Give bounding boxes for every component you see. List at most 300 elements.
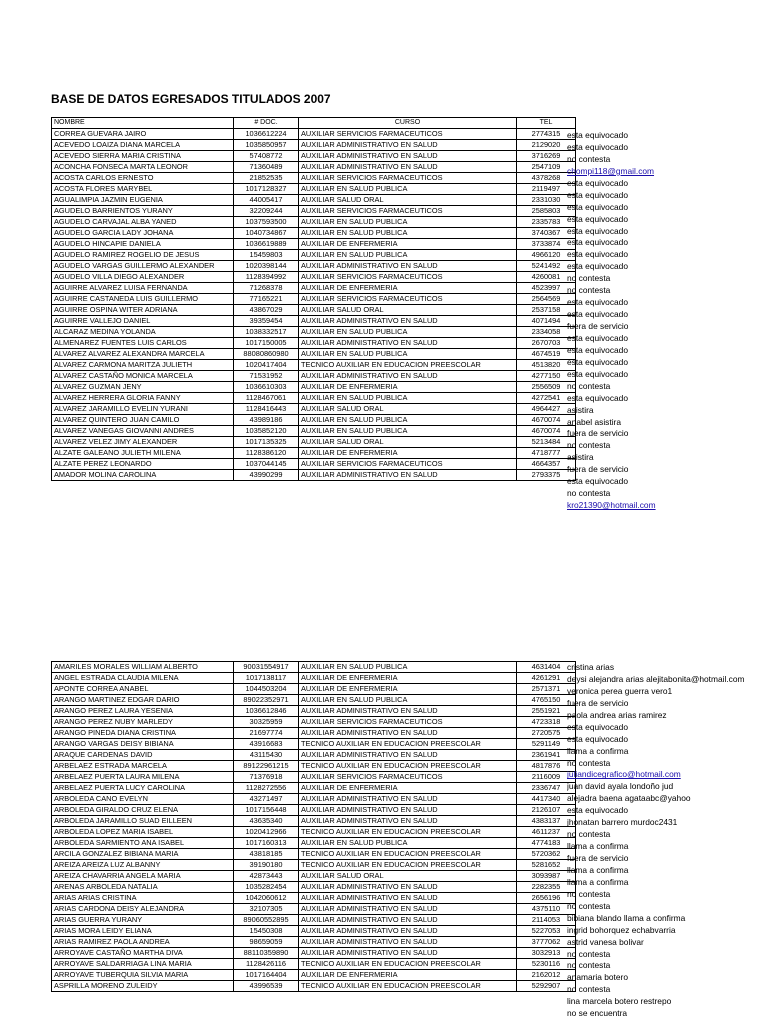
cell-doc: 32209244 [234, 206, 299, 217]
note-line: cristina arias [567, 662, 615, 672]
cell-curso: AUXILIAR SERVICIOS FARMACEUTICOS [299, 459, 517, 470]
cell-nombre: ARANGO PEREZ NUBY MARLEDY [52, 717, 234, 728]
cell-curso: AUXILIAR EN SALUD PUBLICA [299, 349, 517, 360]
note-line: fuera de servicio [567, 853, 629, 863]
cell-curso: AUXILIAR SERVICIOS FARMACEUTICOS [299, 206, 517, 217]
header-nombre: NOMBRE [52, 118, 234, 129]
note-line: lina marcela botero restrepo [567, 996, 672, 1007]
header-doc: # DOC. [234, 118, 299, 129]
cell-tel: 5230116 [517, 959, 576, 970]
cell-nombre: ACOSTA CARLOS ERNESTO [52, 173, 234, 184]
cell-doc: 1035850957 [234, 140, 299, 151]
cell-doc: 30325959 [234, 717, 299, 728]
cell-doc: 1017128327 [234, 184, 299, 195]
cell-nombre: ARBOLEDA GIRALDO CRUZ ELENA [52, 805, 234, 816]
cell-tel: 3093987 [517, 871, 576, 882]
note-line: fuera de servicio [567, 321, 629, 331]
cell-tel: 2547109 [517, 162, 576, 173]
cell-tel: 3740367 [517, 228, 576, 239]
note-line: esta equivocado [567, 733, 628, 744]
cell-curso: AUXILIAR DE ENFERMERIA [299, 970, 517, 981]
cell-tel: 4378268 [517, 173, 576, 184]
table-row [52, 816, 576, 827]
cell-tel: 2537158 [517, 305, 576, 316]
cell-tel: 2585803 [517, 206, 576, 217]
table-row [52, 217, 576, 228]
cell-nombre: AGUIRRE CASTANEDA LUIS GUILLERMO [52, 294, 234, 305]
note-line: asistira [567, 452, 594, 463]
cell-tel: 5281652 [517, 860, 576, 871]
cell-tel: 4718777 [517, 448, 576, 459]
cell-doc: 88080860980 [234, 349, 299, 360]
cell-nombre: AGUDELO GARCIA LADY JOHANA [52, 228, 234, 239]
cell-curso: AUXILIAR SERVICIOS FARMACEUTICOS [299, 173, 517, 184]
cell-doc: 1128394992 [234, 272, 299, 283]
cell-nombre: AGUIRRE VALLEJO DANIEL [52, 316, 234, 327]
table-row [52, 860, 576, 871]
cell-doc: 1017156448 [234, 805, 299, 816]
cell-doc: 1017135325 [234, 437, 299, 448]
cell-nombre: ARBELAEZ PUERTA LUCY CAROLINA [52, 783, 234, 794]
cell-doc: 1020398144 [234, 261, 299, 272]
cell-nombre: AGUDELO VILLA DIEGO ALEXANDER [52, 272, 234, 283]
cell-doc: 21852535 [234, 173, 299, 184]
cell-curso: AUXILIAR DE ENFERMERIA [299, 239, 517, 250]
table-row [52, 783, 576, 794]
cell-tel: 4383137 [517, 816, 576, 827]
cell-nombre: AGUDELO RAMIREZ ROGELIO DE JESUS [52, 250, 234, 261]
cell-nombre: AGUDELO VARGAS GUILLERMO ALEXANDER [52, 261, 234, 272]
cell-doc: 43989186 [234, 415, 299, 426]
cell-tel: 5241492 [517, 261, 576, 272]
note-line: no se encuentra [567, 1008, 628, 1019]
cell-tel: 3777062 [517, 937, 576, 948]
note-line: llama a confirma [567, 841, 629, 852]
note-line: no contesta [567, 273, 611, 284]
cell-nombre: ALZATE PEREZ LEONARDO [52, 459, 234, 470]
cell-tel: 4723318 [517, 717, 576, 728]
cell-tel: 5291149 [517, 739, 576, 750]
table-row [52, 151, 576, 162]
note-line: deysi alejandra arias alejitabonita@hotmail.com [567, 673, 745, 684]
note-line: no contesta [567, 900, 611, 911]
cell-nombre: ACEVEDO SIERRA MARIA CRISTINA [52, 151, 234, 162]
cell-doc: 1036612224 [234, 129, 299, 140]
table-row [52, 805, 576, 816]
cell-doc: 1035282454 [234, 882, 299, 893]
cell-tel: 4670074 [517, 415, 576, 426]
note-line: esta equivocado [567, 201, 628, 212]
cell-doc: 1042060612 [234, 893, 299, 904]
cell-tel: 4375110 [517, 904, 576, 915]
cell-doc: 88110359890 [234, 948, 299, 959]
cell-curso: AUXILIAR ADMINISTRATIVO EN SALUD [299, 893, 517, 904]
cell-curso: AUXILIAR ADMINISTRATIVO EN SALUD [299, 140, 517, 151]
cell-doc: 1128272556 [234, 783, 299, 794]
cell-curso: AUXILIAR ADMINISTRATIVO EN SALUD [299, 750, 517, 761]
cell-curso: AUXILIAR SALUD ORAL [299, 437, 517, 448]
email-link[interactable]: juliandicegrafico@hotmail.com [567, 769, 681, 780]
cell-doc: 71531952 [234, 371, 299, 382]
cell-nombre: ALVAREZ HERRERA GLORIA FANNY [52, 393, 234, 404]
cell-curso: AUXILIAR ADMINISTRATIVO EN SALUD [299, 948, 517, 959]
table-row [52, 673, 576, 684]
cell-curso: AUXILIAR DE ENFERMERIA [299, 283, 517, 294]
cell-doc: 89022352971 [234, 695, 299, 706]
note-line: juan david ayala londoño jud [567, 781, 674, 792]
cell-nombre: ARIAS ARIAS CRISTINA [52, 893, 234, 904]
cell-tel: 2656196 [517, 893, 576, 904]
note-line: alejadra baena agataabc@yahoo [567, 793, 691, 804]
note-line: paola andrea arias ramirez [567, 709, 667, 720]
cell-nombre: AMADOR MOLINA CAROLINA [52, 470, 234, 481]
note-line: anabel asistira [567, 416, 622, 427]
cell-curso: AUXILIAR DE ENFERMERIA [299, 684, 517, 695]
note-line: llama a confirma [567, 876, 629, 887]
cell-tel: 2129020 [517, 140, 576, 151]
cell-nombre: ALVAREZ ALVAREZ ALEXANDRA MARCELA [52, 349, 234, 360]
table-row [52, 305, 576, 316]
cell-tel: 2720575 [517, 728, 576, 739]
cell-doc: 1044503204 [234, 684, 299, 695]
cell-tel: 2116009 [517, 772, 576, 783]
cell-doc: 44005417 [234, 195, 299, 206]
cell-nombre: ACEVEDO LOAIZA DIANA MARCELA [52, 140, 234, 151]
cell-tel: 4817876 [517, 761, 576, 772]
cell-doc: 32107305 [234, 904, 299, 915]
cell-tel: 3733874 [517, 239, 576, 250]
note-line: esta equivocado [567, 261, 628, 272]
cell-curso: AUXILIAR EN SALUD PUBLICA [299, 393, 517, 404]
cell-tel: 4272541 [517, 393, 576, 404]
cell-curso: AUXILIAR DE ENFERMERIA [299, 448, 517, 459]
table-row [52, 893, 576, 904]
note-line: esta equivocado [567, 237, 628, 248]
note-line: no contesta [567, 153, 611, 164]
table-row [52, 184, 576, 195]
cell-tel: 2335783 [517, 217, 576, 228]
table-row [52, 272, 576, 283]
cell-nombre: ALVAREZ CASTAÑO MONICA MARCELA [52, 371, 234, 382]
note-line: anamaria botero [567, 972, 628, 983]
cell-curso: TECNICO AUXILIAR EN EDUCACION PREESCOLAR [299, 761, 517, 772]
table-row [52, 404, 576, 415]
table-row [52, 750, 576, 761]
table-header-row [52, 118, 576, 129]
table-row [52, 827, 576, 838]
table-row [52, 838, 576, 849]
table-row [52, 206, 576, 217]
cell-curso: AUXILIAR ADMINISTRATIVO EN SALUD [299, 805, 517, 816]
cell-nombre: ARAQUE CARDENAS DAVID [52, 750, 234, 761]
table-row [52, 926, 576, 937]
cell-doc: 15459803 [234, 250, 299, 261]
table-row [52, 360, 576, 371]
cell-tel: 5720362 [517, 849, 576, 860]
cell-tel: 2114053 [517, 915, 576, 926]
cell-curso: AUXILIAR SERVICIOS FARMACEUTICOS [299, 717, 517, 728]
cell-nombre: ALVAREZ QUINTERO JUAN CAMILO [52, 415, 234, 426]
cell-doc: 1035852120 [234, 426, 299, 437]
cell-doc: 1036610303 [234, 382, 299, 393]
cell-doc: 1017138117 [234, 673, 299, 684]
note-line: no contesta [567, 948, 611, 959]
cell-curso: AUXILIAR ADMINISTRATIVO EN SALUD [299, 162, 517, 173]
cell-doc: 71268378 [234, 283, 299, 294]
note-line: esta equivocado [567, 476, 628, 487]
cell-nombre: ALVAREZ VANEGAS GIOVANNI ANDRES [52, 426, 234, 437]
table-row [52, 470, 576, 481]
cell-tel: 5213484 [517, 437, 576, 448]
table-row [52, 937, 576, 948]
cell-nombre: AGUIRRE OSPINA WITER ADRIANA [52, 305, 234, 316]
note-line: no contesta [567, 757, 611, 768]
cell-curso: AUXILIAR EN SALUD PUBLICA [299, 662, 517, 673]
cell-nombre: ANGEL ESTRADA CLAUDIA MILENA [52, 673, 234, 684]
cell-doc: 43996539 [234, 981, 299, 992]
cell-curso: TECNICO AUXILIAR EN EDUCACION PREESCOLAR [299, 827, 517, 838]
cell-nombre: ACONCHA FONSECA MARTA LEONOR [52, 162, 234, 173]
cell-curso: AUXILIAR EN SALUD PUBLICA [299, 426, 517, 437]
cell-nombre: ALVAREZ GUZMAN JENY [52, 382, 234, 393]
cell-tel: 4674519 [517, 349, 576, 360]
cell-nombre: ARBELAEZ PUERTA LAURA MILENA [52, 772, 234, 783]
note-line: esta equivocado [567, 392, 628, 403]
cell-doc: 98659059 [234, 937, 299, 948]
note-line: no contesta [567, 285, 611, 296]
cell-curso: AUXILIAR SALUD ORAL [299, 404, 517, 415]
cell-doc: 15450308 [234, 926, 299, 937]
table-row [52, 794, 576, 805]
table-row [52, 739, 576, 750]
note-line: esta equivocado [567, 309, 628, 320]
note-line: esta equivocado [567, 356, 628, 367]
cell-doc: 43990299 [234, 470, 299, 481]
cell-tel: 4417340 [517, 794, 576, 805]
cell-curso: AUXILIAR ADMINISTRATIVO EN SALUD [299, 151, 517, 162]
cell-tel: 3716269 [517, 151, 576, 162]
note-line: no contesta [567, 960, 611, 971]
table-row [52, 728, 576, 739]
cell-tel: 4611237 [517, 827, 576, 838]
table-row [52, 382, 576, 393]
note-line: asistira [567, 404, 594, 415]
table-row [52, 316, 576, 327]
table-row [52, 327, 576, 338]
graduates-table-1 [51, 117, 576, 481]
cell-nombre: ALVAREZ JARAMILLO EVELIN YURANI [52, 404, 234, 415]
cell-curso: AUXILIAR EN SALUD PUBLICA [299, 184, 517, 195]
cell-curso: TECNICO AUXILIAR EN EDUCACION PREESCOLAR [299, 981, 517, 992]
cell-nombre: ARENAS ARBOLEDA NATALIA [52, 882, 234, 893]
cell-curso: AUXILIAR ADMINISTRATIVO EN SALUD [299, 261, 517, 272]
cell-curso: TECNICO AUXILIAR EN EDUCACION PREESCOLAR [299, 959, 517, 970]
cell-nombre: ARCILA GONZALEZ BIBIANA MARIA [52, 849, 234, 860]
email-link[interactable]: chompi118@gmail.com [567, 165, 655, 176]
cell-nombre: ARBOLEDA LOPEZ MARIA ISABEL [52, 827, 234, 838]
table-row [52, 239, 576, 250]
note-line: esta equivocado [567, 130, 628, 140]
note-line [567, 768, 768, 780]
note-line: esta equivocado [567, 141, 628, 152]
cell-nombre: AGUALIMPIA JAZMIN EUGENIA [52, 195, 234, 206]
table-row [52, 371, 576, 382]
cell-tel: 4261291 [517, 673, 576, 684]
note-line: esta equivocado [567, 189, 628, 200]
note-line [567, 499, 768, 511]
cell-tel: 4513820 [517, 360, 576, 371]
note-line: no contesta [567, 380, 611, 391]
cell-curso: AUXILIAR EN SALUD PUBLICA [299, 217, 517, 228]
cell-doc: 39190180 [234, 860, 299, 871]
cell-curso: AUXILIAR ADMINISTRATIVO EN SALUD [299, 371, 517, 382]
table-row [52, 448, 576, 459]
cell-curso: AUXILIAR EN SALUD PUBLICA [299, 415, 517, 426]
cell-doc: 89060552895 [234, 915, 299, 926]
document-title: BASE DE DATOS EGRESADOS TITULADOS 2007 [51, 92, 331, 106]
cell-nombre: ASPRILLA MORENO ZULEIDY [52, 981, 234, 992]
note-line: no contesta [567, 488, 611, 499]
cell-tel: 3032913 [517, 948, 576, 959]
cell-curso: AUXILIAR ADMINISTRATIVO EN SALUD [299, 316, 517, 327]
cell-tel: 4670074 [517, 426, 576, 437]
cell-nombre: ARANGO MARTINEZ EDGAR DARIO [52, 695, 234, 706]
email-link[interactable]: kro21390@hotmail.com [567, 500, 656, 511]
table-row [52, 684, 576, 695]
table-row [52, 662, 576, 673]
note-line: jhonatan barrero murdoc2431 [567, 817, 678, 828]
table-row [52, 717, 576, 728]
cell-doc: 71376918 [234, 772, 299, 783]
table-row [52, 162, 576, 173]
cell-tel: 2334058 [517, 327, 576, 338]
cell-tel: 2551921 [517, 706, 576, 717]
table-row [52, 904, 576, 915]
cell-doc: 42873443 [234, 871, 299, 882]
cell-curso: AUXILIAR DE ENFERMERIA [299, 783, 517, 794]
table-row [52, 695, 576, 706]
cell-tel: 2361941 [517, 750, 576, 761]
cell-curso: AUXILIAR SALUD ORAL [299, 305, 517, 316]
cell-nombre: AGUDELO BARRIENTOS YURANY [52, 206, 234, 217]
cell-nombre: ARIAS GUERRA YURANY [52, 915, 234, 926]
cell-curso: AUXILIAR ADMINISTRATIVO EN SALUD [299, 904, 517, 915]
note-line: llama a confirma [567, 864, 629, 875]
cell-curso: AUXILIAR ADMINISTRATIVO EN SALUD [299, 794, 517, 805]
note-line: no contesta [567, 829, 611, 840]
cell-doc: 1017160313 [234, 838, 299, 849]
cell-curso: AUXILIAR SERVICIOS FARMACEUTICOS [299, 272, 517, 283]
cell-nombre: ALVAREZ VELEZ JIMY ALEXANDER [52, 437, 234, 448]
cell-nombre: APONTE CORREA ANABEL [52, 684, 234, 695]
cell-nombre: ARANGO VARGAS DEISY BIBIANA [52, 739, 234, 750]
cell-nombre: ALVAREZ CARMONA MARITZA JULIETH [52, 360, 234, 371]
table-row [52, 948, 576, 959]
cell-tel: 4664357 [517, 459, 576, 470]
cell-nombre: AGUDELO HINCAPIE DANIELA [52, 239, 234, 250]
cell-doc: 1128467061 [234, 393, 299, 404]
cell-curso: AUXILIAR DE ENFERMERIA [299, 673, 517, 684]
table-row [52, 349, 576, 360]
cell-tel: 5227053 [517, 926, 576, 937]
cell-nombre: CORREA GUEVARA JAIRO [52, 129, 234, 140]
cell-curso: AUXILIAR ADMINISTRATIVO EN SALUD [299, 915, 517, 926]
note-line: esta equivocado [567, 368, 628, 379]
cell-doc: 1128386120 [234, 448, 299, 459]
cell-curso: AUXILIAR DE ENFERMERIA [299, 382, 517, 393]
table-row [52, 459, 576, 470]
note-line: esta equivocado [567, 344, 628, 355]
table-row [52, 437, 576, 448]
cell-doc: 90031554917 [234, 662, 299, 673]
cell-curso: TECNICO AUXILIAR EN EDUCACION PREESCOLAR [299, 739, 517, 750]
note-line: esta equivocado [567, 225, 628, 236]
note-line: esta equivocado [567, 249, 628, 260]
cell-doc: 1040734867 [234, 228, 299, 239]
note-line: esta equivocado [567, 297, 628, 308]
cell-curso: AUXILIAR EN SALUD PUBLICA [299, 695, 517, 706]
note-line: esta equivocado [567, 177, 628, 188]
note-line: esta equivocado [567, 213, 628, 224]
table-row [52, 250, 576, 261]
cell-curso: TECNICO AUXILIAR EN EDUCACION PREESCOLAR [299, 360, 517, 371]
cell-nombre: ARBELAEZ ESTRADA MARCELA [52, 761, 234, 772]
cell-tel: 2564569 [517, 294, 576, 305]
cell-curso: AUXILIAR SALUD ORAL [299, 195, 517, 206]
cell-nombre: ARROYAVE TUBERQUIA SILVIA MARIA [52, 970, 234, 981]
cell-tel: 4631404 [517, 662, 576, 673]
cell-tel: 4774183 [517, 838, 576, 849]
cell-doc: 1038332517 [234, 327, 299, 338]
cell-nombre: ARROYAVE SALDARRIAGA LINA MARIA [52, 959, 234, 970]
cell-tel: 4765150 [517, 695, 576, 706]
cell-doc: 1020417404 [234, 360, 299, 371]
cell-tel: 2331030 [517, 195, 576, 206]
table-row [52, 882, 576, 893]
cell-doc: 43818185 [234, 849, 299, 860]
cell-doc: 39359454 [234, 316, 299, 327]
note-line: astrid vanesa bolivar [567, 936, 644, 947]
cell-tel: 2774315 [517, 129, 576, 140]
note-line: llama a confirma [567, 745, 629, 756]
cell-curso: AUXILIAR ADMINISTRATIVO EN SALUD [299, 926, 517, 937]
cell-nombre: ARBOLEDA JARAMILLO SUAD EILLEEN [52, 816, 234, 827]
cell-doc: 1017150005 [234, 338, 299, 349]
cell-tel: 2336747 [517, 783, 576, 794]
cell-nombre: ARIAS RAMIREZ PAOLA ANDREA [52, 937, 234, 948]
note-line: no contesta [567, 888, 611, 899]
table-row [52, 871, 576, 882]
cell-nombre: ACOSTA FLORES MARYBEL [52, 184, 234, 195]
note-line: veronica perea guerra vero1 [567, 685, 673, 696]
cell-curso: AUXILIAR SALUD ORAL [299, 871, 517, 882]
cell-tel: 4071494 [517, 316, 576, 327]
note-line: fuera de servicio [567, 464, 629, 475]
cell-tel: 2556509 [517, 382, 576, 393]
cell-tel: 2126107 [517, 805, 576, 816]
cell-nombre: ALCARAZ MEDINA YOLANDA [52, 327, 234, 338]
cell-tel: 2119497 [517, 184, 576, 195]
note-line [567, 165, 768, 177]
cell-doc: 1036619889 [234, 239, 299, 250]
cell-doc: 21697774 [234, 728, 299, 739]
table-row [52, 849, 576, 860]
cell-doc: 77165221 [234, 294, 299, 305]
table-row [52, 415, 576, 426]
cell-curso: AUXILIAR SERVICIOS FARMACEUTICOS [299, 129, 517, 140]
cell-curso: AUXILIAR ADMINISTRATIVO EN SALUD [299, 816, 517, 827]
cell-doc: 1020412966 [234, 827, 299, 838]
